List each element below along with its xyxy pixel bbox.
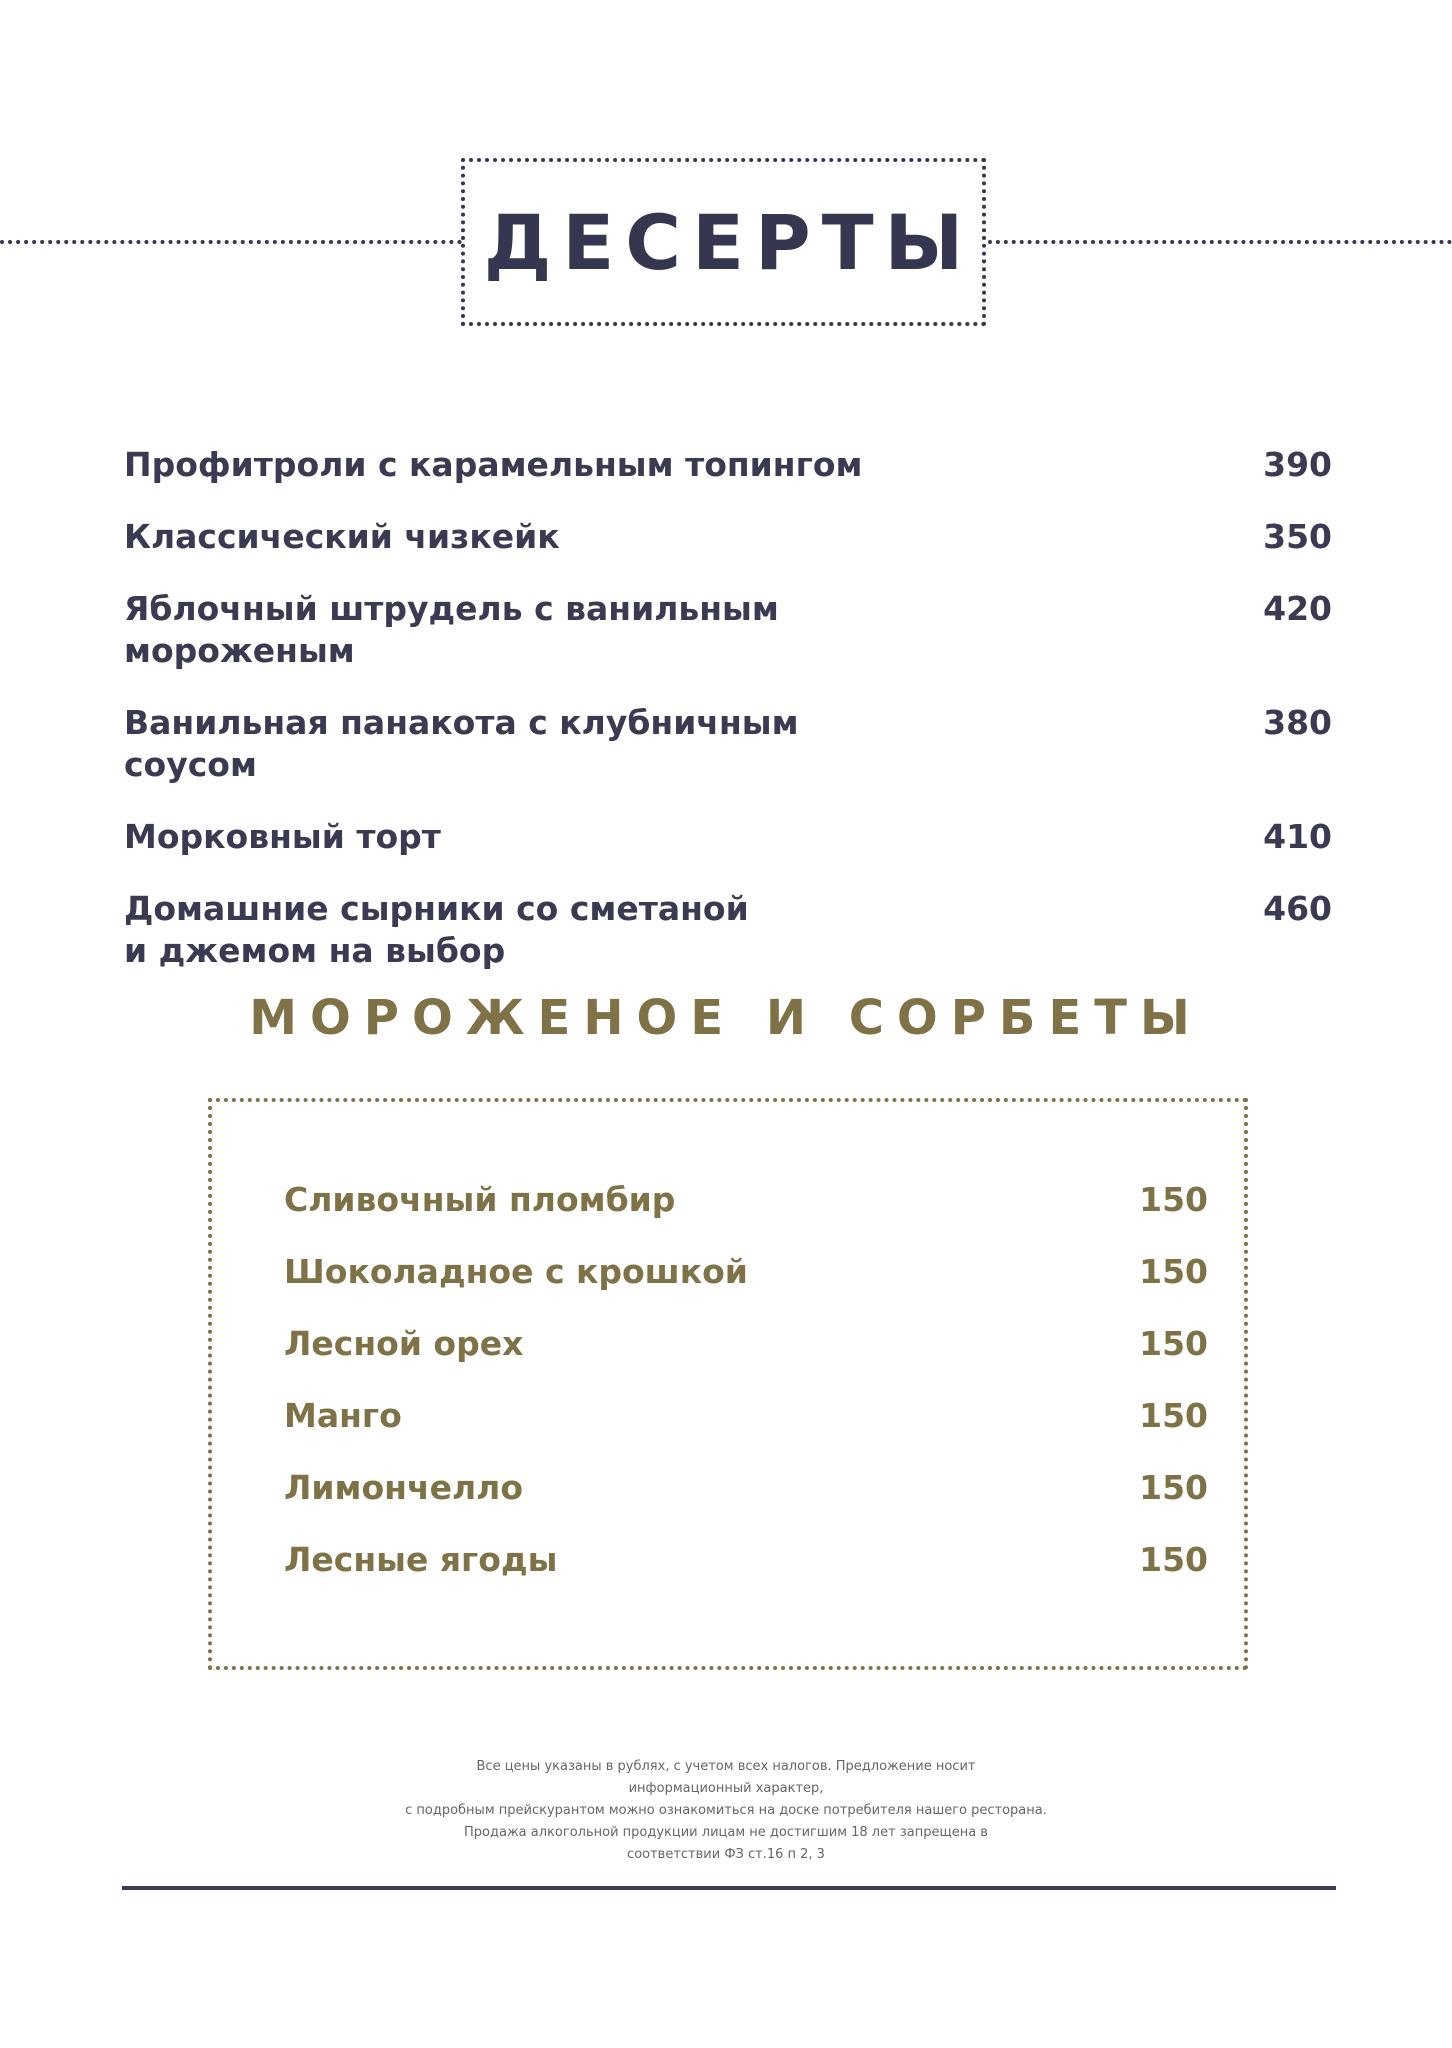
menu-item-name: Манго [284, 1396, 402, 1435]
menu-item-name: Лимончелло [284, 1468, 524, 1507]
menu-item-price: 150 [1139, 1540, 1208, 1579]
icecream-list [284, 1179, 1208, 1611]
header-dotted-line-right [988, 240, 1452, 244]
menu-item [284, 1251, 1208, 1293]
header-dotted-line-left [0, 240, 462, 244]
footer-line-text: Все цены указаны в рублях, с учетом всех налогов. Предложение носит [476, 1759, 976, 1774]
footer-divider [122, 1886, 1336, 1890]
menu-item-price: 420 [1263, 589, 1332, 628]
menu-item [284, 1467, 1208, 1509]
menu-item [284, 1179, 1208, 1221]
menu-item-name: Классический чизкейк [124, 517, 560, 556]
menu-item [284, 1395, 1208, 1437]
footer-line-text: соответствии ФЗ ст.16 п 2, 3 [627, 1847, 825, 1862]
menu-item-price: 150 [1139, 1396, 1208, 1435]
menu-item-name: Лесные ягоды [284, 1540, 558, 1579]
desserts-list [124, 444, 1332, 1002]
menu-item [124, 888, 1332, 972]
section-title-icecream: МОРОЖЕНОЕ И СОРБЕТЫ [249, 990, 1203, 1046]
footer-line-text: с подробным прейскурантом можно ознакомиться на доске потребителя нашего ресторана. [405, 1803, 1047, 1818]
footer-line-text: Продажа алкогольной продукции лицам не достигшим 18 лет запрещена в [464, 1825, 988, 1840]
menu-item-name: Лесной орех [284, 1324, 524, 1363]
menu-item-price: 390 [1263, 445, 1332, 484]
menu-item-price: 350 [1263, 517, 1332, 556]
menu-item [124, 702, 1332, 786]
menu-item [124, 816, 1332, 858]
menu-item-price: 380 [1263, 703, 1332, 742]
icecream-frame [208, 1098, 1248, 1670]
menu-item-name: Яблочный штрудель с ванильным мороженым [124, 589, 779, 670]
menu-item-price: 150 [1139, 1252, 1208, 1291]
menu-item-name: Шоколадное с крошкой [284, 1252, 748, 1291]
page-title: ДЕСЕРТЫ [483, 197, 975, 287]
menu-item [124, 516, 1332, 558]
footer-line-text: информационный характер, [628, 1781, 824, 1796]
menu-item-name: Морковный торт [124, 817, 441, 856]
footer-disclaimer [0, 1756, 1452, 1866]
menu-item-price: 150 [1139, 1468, 1208, 1507]
menu-item-name: Домашние сырники со сметаной и джемом на выбор [124, 889, 749, 970]
menu-item-price: 460 [1263, 889, 1332, 928]
menu-item [284, 1539, 1208, 1581]
menu-item-name: Профитроли с карамельным топингом [124, 445, 863, 484]
menu-item [284, 1323, 1208, 1365]
menu-item-price: 150 [1139, 1324, 1208, 1363]
menu-item [124, 444, 1332, 486]
menu-item-name: Ванильная панакота с клубничным соусом [124, 703, 799, 784]
page-title-frame [461, 158, 986, 326]
menu-item-name: Сливочный пломбир [284, 1180, 676, 1219]
menu-item-price: 150 [1139, 1180, 1208, 1219]
menu-item [124, 588, 1332, 672]
menu-item-price: 410 [1263, 817, 1332, 856]
